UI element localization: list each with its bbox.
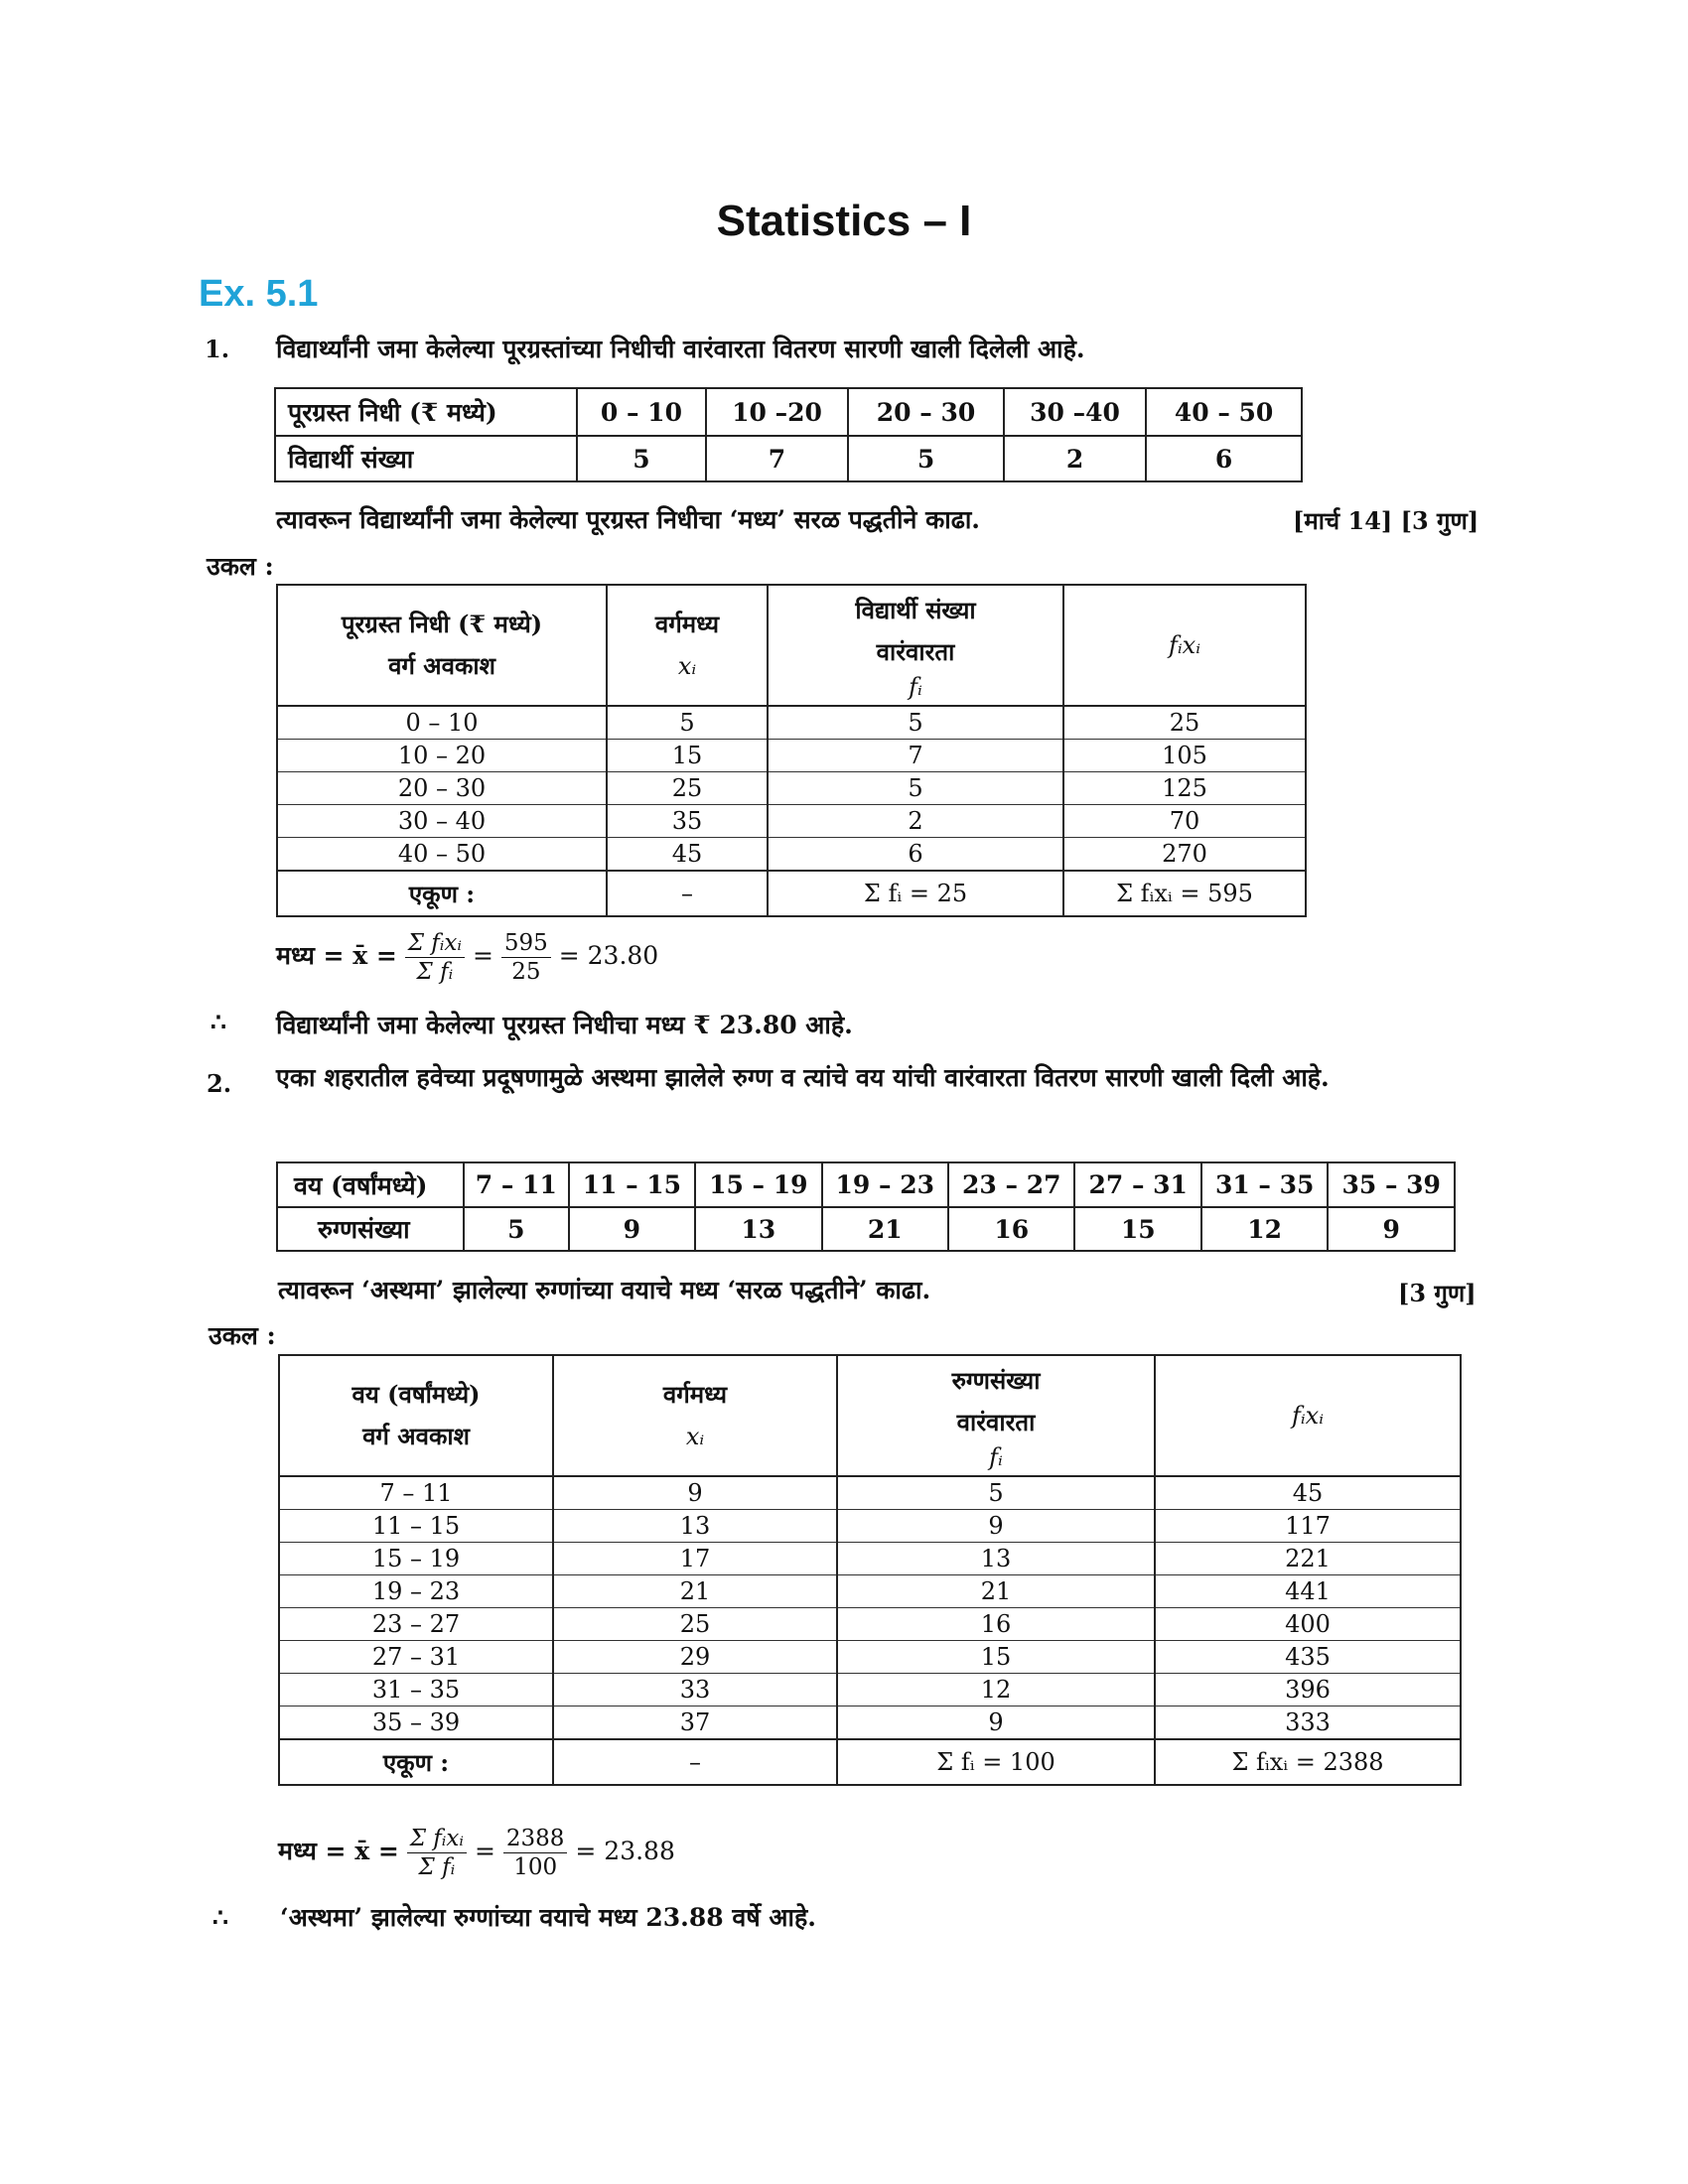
cell: 9: [837, 1706, 1155, 1740]
q1-solution-table: [276, 584, 1307, 917]
cell: 2: [768, 805, 1063, 838]
therefore-symbol: ∴: [212, 1903, 228, 1932]
q1-class-cell: 30 –40: [1004, 388, 1146, 436]
q1-class-cell: 20 – 30: [848, 388, 1004, 436]
q1-header-frequency-var: fᵢ: [909, 673, 922, 701]
q2-class-cell: 11 – 15: [569, 1162, 695, 1207]
cell: 31 – 35: [279, 1674, 553, 1706]
formula-result: = 23.88: [575, 1837, 675, 1865]
q1-task: त्यावरून विद्यार्थ्यांनी जमा केलेल्या पूरग्रस्त निधीचा ‘मध्य’ सरळ पद्धतीने काढा.: [276, 505, 980, 534]
cell: 30 – 40: [277, 805, 607, 838]
cell: 20 – 30: [277, 772, 607, 805]
table-row: [279, 1575, 1461, 1608]
q2-header-class-line1: वय (वर्षांमध्ये): [352, 1380, 481, 1409]
cell: 16: [837, 1608, 1155, 1641]
q1-header-class: [277, 585, 607, 706]
fraction-denominator: 25: [511, 959, 541, 985]
fraction-numerator: Σ fᵢxᵢ: [405, 929, 465, 958]
q2-mean-formula: [278, 1825, 675, 1881]
cell: 5: [607, 706, 768, 740]
table-row: [277, 740, 1306, 772]
cell: 441: [1155, 1575, 1461, 1608]
q1-solution-label: उकल :: [207, 552, 274, 581]
cell: 33: [553, 1674, 837, 1706]
cell: 21: [553, 1575, 837, 1608]
q2-header-midpoint-var: xᵢ: [685, 1423, 705, 1450]
q2-header-class: [279, 1355, 553, 1476]
q2-class-cell: 23 – 27: [948, 1162, 1074, 1207]
formula-equals: =: [474, 1837, 495, 1865]
fraction-numerator: Σ fᵢxᵢ: [407, 1825, 467, 1853]
total-dash: –: [607, 871, 768, 916]
fraction-denominator: Σ fᵢ: [418, 1854, 456, 1880]
cell: 5: [768, 706, 1063, 740]
cell: 40 – 50: [277, 838, 607, 872]
total-fx: Σ fᵢxᵢ = 595: [1063, 871, 1306, 916]
cell: 15 – 19: [279, 1543, 553, 1575]
q2-class-cell: 31 – 35: [1201, 1162, 1328, 1207]
cell: 25: [607, 772, 768, 805]
q2-header-class-line2: वर्ग अवकाश: [362, 1422, 470, 1450]
cell: 221: [1155, 1543, 1461, 1575]
cell: 9: [553, 1476, 837, 1510]
cell: 10 – 20: [277, 740, 607, 772]
cell: 5: [837, 1476, 1155, 1510]
q2-table-row-label: वय (वर्षांमध्ये): [277, 1162, 464, 1207]
formula-result: = 23.80: [558, 941, 659, 970]
q2-header-midpoint: [553, 1355, 837, 1476]
cell: 37: [553, 1706, 837, 1740]
q1-header-frequency-line1: विद्यार्थी संख्या: [855, 596, 976, 624]
q1-count-cell: 5: [577, 436, 706, 481]
cell: 396: [1155, 1674, 1461, 1706]
cell: 7 – 11: [279, 1476, 553, 1510]
table-row: [279, 1510, 1461, 1543]
q2-frequency-table: [276, 1161, 1456, 1252]
cell: 21: [837, 1575, 1155, 1608]
total-row: [277, 871, 1306, 916]
q1-number: 1.: [205, 335, 230, 363]
q1-class-cell: 40 – 50: [1146, 388, 1302, 436]
cell: 12: [837, 1674, 1155, 1706]
q1-header-midpoint-line1: वर्गमध्य: [654, 610, 720, 638]
cell: 105: [1063, 740, 1306, 772]
q2-class-cell: 15 – 19: [695, 1162, 821, 1207]
cell: 125: [1063, 772, 1306, 805]
q1-mean-formula: [276, 929, 658, 986]
table-row: [279, 1641, 1461, 1674]
q2-count-cell: 13: [695, 1207, 821, 1251]
q1-frequency-table: [274, 387, 1303, 482]
exercise-label: Ex. 5.1: [199, 273, 319, 315]
cell: 25: [1063, 706, 1306, 740]
q2-header-fx-var: fᵢxᵢ: [1291, 1402, 1325, 1430]
q2-count-cell: 5: [464, 1207, 569, 1251]
fraction-denominator: 100: [513, 1854, 558, 1880]
q2-header-frequency-line2: वारंवारता: [956, 1408, 1036, 1436]
cell: 270: [1063, 838, 1306, 872]
q1-text: विद्यार्थ्यांनी जमा केलेल्या पूरग्रस्तांच्या निधीची वारंवारता वितरण सारणी खाली दिलेली आहे.: [276, 335, 1085, 363]
cell: 45: [1155, 1476, 1461, 1510]
q2-conclusion: ‘अस्थमा’ झालेल्या रुग्णांच्या वयाचे मध्य 23.88 वर्षे आहे.: [280, 1903, 816, 1932]
fraction-numerator: 2388: [503, 1825, 568, 1853]
q2-count-cell: 16: [948, 1207, 1074, 1251]
cell: 435: [1155, 1641, 1461, 1674]
q1-header-class-line2: वर्ग अवकाश: [388, 651, 495, 680]
q2-class-cell: 19 – 23: [822, 1162, 948, 1207]
q1-table-row-label: पूरग्रस्त निधी (₹ मध्ये): [275, 388, 577, 436]
fraction-denominator: Σ fᵢ: [416, 959, 454, 985]
q2-header-frequency-var: fᵢ: [989, 1443, 1003, 1471]
q1-class-cell: 10 –20: [706, 388, 848, 436]
q1-header-class-line1: पूरग्रस्त निधी (₹ मध्ये): [341, 610, 543, 638]
table-row: [279, 1608, 1461, 1641]
q2-header-frequency: [837, 1355, 1155, 1476]
q2-count-cell: 9: [1328, 1207, 1455, 1251]
cell: 5: [768, 772, 1063, 805]
cell: 11 – 15: [279, 1510, 553, 1543]
cell: 35 – 39: [279, 1706, 553, 1740]
cell: 15: [607, 740, 768, 772]
fraction-numerator: 595: [501, 929, 551, 958]
formula-lhs: मध्य = x̄ =: [276, 941, 397, 970]
cell: 117: [1155, 1510, 1461, 1543]
q2-number: 2.: [207, 1069, 232, 1098]
q1-header-midpoint: [607, 585, 768, 706]
cell: 70: [1063, 805, 1306, 838]
cell: 19 – 23: [279, 1575, 553, 1608]
q2-text: एका शहरातील हवेच्या प्रदूषणामुळे अस्थमा झालेले रुग्ण व त्यांचे वय यांची वारंवारता वितरण सारणी खाली दिली आहे.: [276, 1063, 1330, 1092]
q1-count-cell: 5: [848, 436, 1004, 481]
q2-solution-label: उकल :: [209, 1321, 276, 1350]
table-row: [277, 805, 1306, 838]
cell: 23 – 27: [279, 1608, 553, 1641]
q2-count-cell: 15: [1074, 1207, 1200, 1251]
q2-header-midpoint-line1: वर्गमध्य: [662, 1380, 728, 1409]
q2-class-cell: 27 – 31: [1074, 1162, 1200, 1207]
formula-fraction: [503, 1825, 568, 1881]
total-dash: –: [553, 1739, 837, 1785]
q2-task: त्यावरून ‘अस्थमा’ झालेल्या रुग्णांच्या वयाचे मध्य ‘सरळ पद्धतीने’ काढा.: [278, 1276, 931, 1304]
q1-count-cell: 7: [706, 436, 848, 481]
q1-header-midpoint-var: xᵢ: [677, 652, 697, 680]
q1-table-row-label: विद्यार्थी संख्या: [275, 436, 577, 481]
formula-fraction: [407, 1825, 467, 1881]
formula-lhs: मध्य = x̄ =: [278, 1837, 399, 1865]
page-title: Statistics – I: [716, 197, 972, 245]
total-label: एकूण :: [279, 1739, 553, 1785]
q2-table-row-label: रुग्णसंख्या: [277, 1207, 464, 1251]
cell: 13: [837, 1543, 1155, 1575]
q1-class-cell: 0 – 10: [577, 388, 706, 436]
q2-marks: [3 गुण]: [1398, 1279, 1477, 1307]
q2-class-cell: 35 – 39: [1328, 1162, 1455, 1207]
q1-conclusion: विद्यार्थ्यांनी जमा केलेल्या पूरग्रस्त निधीचा मध्य ₹ 23.80 आहे.: [276, 1011, 853, 1039]
q1-marks: [मार्च 14] [3 गुण]: [1293, 506, 1479, 535]
table-row: [277, 772, 1306, 805]
cell: 0 – 10: [277, 706, 607, 740]
q2-count-cell: 21: [822, 1207, 948, 1251]
table-row: [279, 1706, 1461, 1740]
q2-count-cell: 9: [569, 1207, 695, 1251]
q1-header-frequency: [768, 585, 1063, 706]
q1-count-cell: 2: [1004, 436, 1146, 481]
total-row: [279, 1739, 1461, 1785]
table-row: [277, 838, 1306, 872]
formula-fraction: [405, 929, 465, 986]
q2-count-cell: 12: [1201, 1207, 1328, 1251]
cell: 7: [768, 740, 1063, 772]
total-fx: Σ fᵢxᵢ = 2388: [1155, 1739, 1461, 1785]
cell: 13: [553, 1510, 837, 1543]
table-row: [277, 706, 1306, 740]
cell: 27 – 31: [279, 1641, 553, 1674]
cell: 400: [1155, 1608, 1461, 1641]
cell: 35: [607, 805, 768, 838]
cell: 9: [837, 1510, 1155, 1543]
total-frequency: Σ fᵢ = 100: [837, 1739, 1155, 1785]
cell: 29: [553, 1641, 837, 1674]
q2-class-cell: 7 – 11: [464, 1162, 569, 1207]
therefore-symbol: ∴: [211, 1008, 226, 1036]
formula-fraction: [501, 929, 551, 986]
total-frequency: Σ fᵢ = 25: [768, 871, 1063, 916]
cell: 17: [553, 1543, 837, 1575]
q1-header-frequency-line2: वारंवारता: [876, 637, 955, 666]
cell: 25: [553, 1608, 837, 1641]
table-row: [279, 1543, 1461, 1575]
q2-header-frequency-line1: रुग्णसंख्या: [951, 1366, 1041, 1395]
q2-header-fx: [1155, 1355, 1461, 1476]
table-row: [279, 1476, 1461, 1510]
table-row: [279, 1674, 1461, 1706]
cell: 6: [768, 838, 1063, 872]
q1-header-fx-var: fᵢxᵢ: [1168, 631, 1201, 659]
q2-solution-table: [278, 1354, 1462, 1786]
total-label: एकूण :: [277, 871, 607, 916]
cell: 45: [607, 838, 768, 872]
cell: 333: [1155, 1706, 1461, 1740]
cell: 15: [837, 1641, 1155, 1674]
q1-header-fx: [1063, 585, 1306, 706]
formula-equals: =: [472, 941, 493, 970]
q1-count-cell: 6: [1146, 436, 1302, 481]
